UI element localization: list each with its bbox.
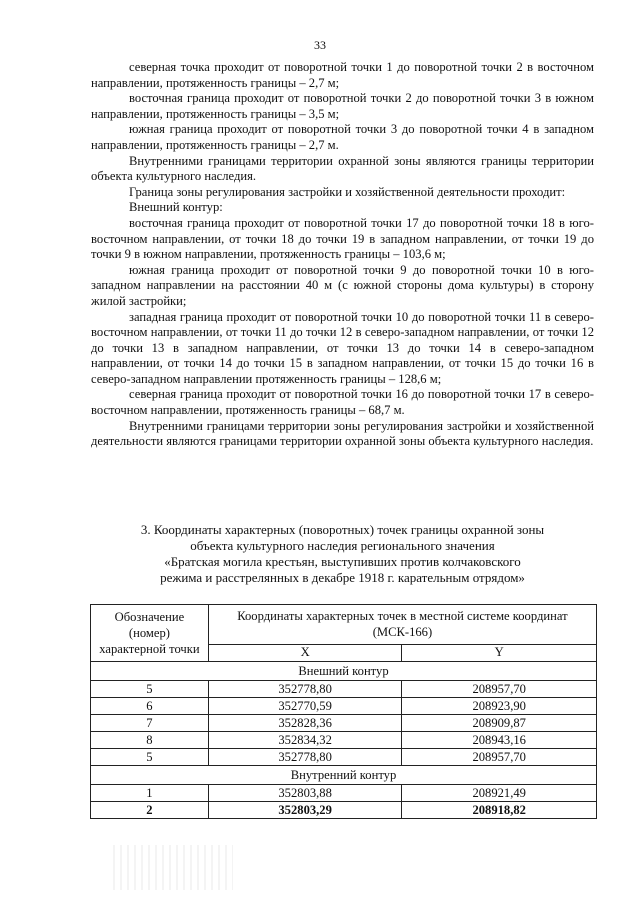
x-cell: 352803,29	[208, 802, 402, 819]
paragraph: северная граница проходит от поворотной точки 16 до поворотной точки 17 в северо-восточном направлении, протяженность границы – 68,7 м.	[91, 387, 594, 418]
point-cell: 6	[91, 698, 209, 715]
x-cell: 352770,59	[208, 698, 402, 715]
coordinates-group-header: Координаты характерных точек в местной системе координат (МСК-166)	[208, 605, 596, 645]
y-header: Y	[402, 644, 597, 661]
table-row	[91, 698, 597, 715]
paragraph: Внешний контур:	[129, 200, 223, 215]
point-cell: 8	[91, 732, 209, 749]
y-cell: 208957,70	[402, 681, 597, 698]
table-row	[91, 785, 597, 802]
section-heading-line: 3. Координаты характерных (поворотных) точек границы охранной зоны	[140, 522, 545, 537]
paragraph: восточная граница проходит от поворотной точки 17 до поворотной точки 18 в юго-восточном направлении, от точки 18 до точки 19 в западном направлении, от точки 19 до точки 9 в южном направлении, протяженность границы – 103,6 м;	[91, 215, 594, 262]
scan-artifact	[113, 845, 233, 890]
x-header: X	[208, 644, 402, 661]
y-cell: 208909,87	[402, 715, 597, 732]
paragraph: западная граница проходит от поворотной точки 10 до поворотной точки 11 в северо-восточном направлении, от точки 11 до точки 12 в северо-западном направлении, от точки 12 до точки 13 в западном направлении, от точки 13 до точки 14 в северо-западном направлении, от точки 14 до точки 15 в западном направлении, от точки 15 до точки 16 в северо-западном направлении протяженность границы – 128,6 м;	[91, 309, 594, 386]
point-number-header: Обозначение (номер) характерной точки	[91, 605, 209, 662]
inner-contour-title: Внутренний контур	[91, 766, 597, 785]
point-cell: 2	[91, 802, 209, 819]
paragraph: Внутренними границами территории зоны регулирования застройки и хозяйственной деятельности являются границами территории охранной зоны объекта культурного наследия.	[91, 418, 594, 449]
x-cell: 352778,80	[208, 681, 402, 698]
section-heading-line: режима и расстрелянных в декабре 1918 г. карательным отрядом»	[160, 570, 525, 585]
y-cell: 208921,49	[402, 785, 597, 802]
point-cell: 7	[91, 715, 209, 732]
section-heading	[91, 522, 594, 586]
section-heading-line: объекта культурного наследия регионального значения	[190, 538, 495, 553]
paragraph: южная граница проходит от поворотной точки 9 до поворотной точки 10 в юго-западном направлении на расстоянии 40 м (с южной стороны дома культуры) в сторону жилой застройки;	[91, 262, 594, 308]
outer-contour-title: Внешний контур	[91, 662, 597, 681]
y-cell: 208918,82	[402, 802, 597, 819]
table-row	[91, 732, 597, 749]
point-cell: 1	[91, 785, 209, 802]
y-cell: 208923,90	[402, 698, 597, 715]
table-row	[91, 802, 597, 819]
paragraph: Граница зоны регулирования застройки и хозяйственной деятельности проходит:	[129, 184, 566, 199]
paragraph: Внутренними границами территории охранной зоны являются границы территории объекта культурного наследия.	[91, 153, 594, 184]
paragraph: северная точка проходит от поворотной точки 1 до поворотной точки 2 в восточном направлении, протяженность границы – 2,7 м;	[91, 60, 594, 90]
x-cell: 352778,80	[208, 749, 402, 766]
table-row	[91, 749, 597, 766]
x-cell: 352828,36	[208, 715, 402, 732]
y-cell: 208943,16	[402, 732, 597, 749]
table-row	[91, 715, 597, 732]
x-cell: 352834,32	[208, 732, 402, 749]
point-cell: 5	[91, 749, 209, 766]
paragraph: восточная граница проходит от поворотной точки 2 до поворотной точки 3 в южном направлении, протяженность границы – 3,5 м;	[91, 91, 594, 121]
page-number: 33	[314, 38, 326, 52]
point-cell: 5	[91, 681, 209, 698]
coordinates-table	[90, 604, 597, 819]
body-text	[91, 60, 594, 450]
x-cell: 352803,88	[208, 785, 402, 802]
y-cell: 208957,70	[402, 749, 597, 766]
section-heading-line: «Братская могила крестьян, выступивших против колчаковского	[164, 554, 521, 569]
table-row	[91, 681, 597, 698]
paragraph: южная граница проходит от поворотной точки 3 до поворотной точки 4 в западном направлении, протяженность границы – 2,7 м.	[91, 122, 594, 152]
